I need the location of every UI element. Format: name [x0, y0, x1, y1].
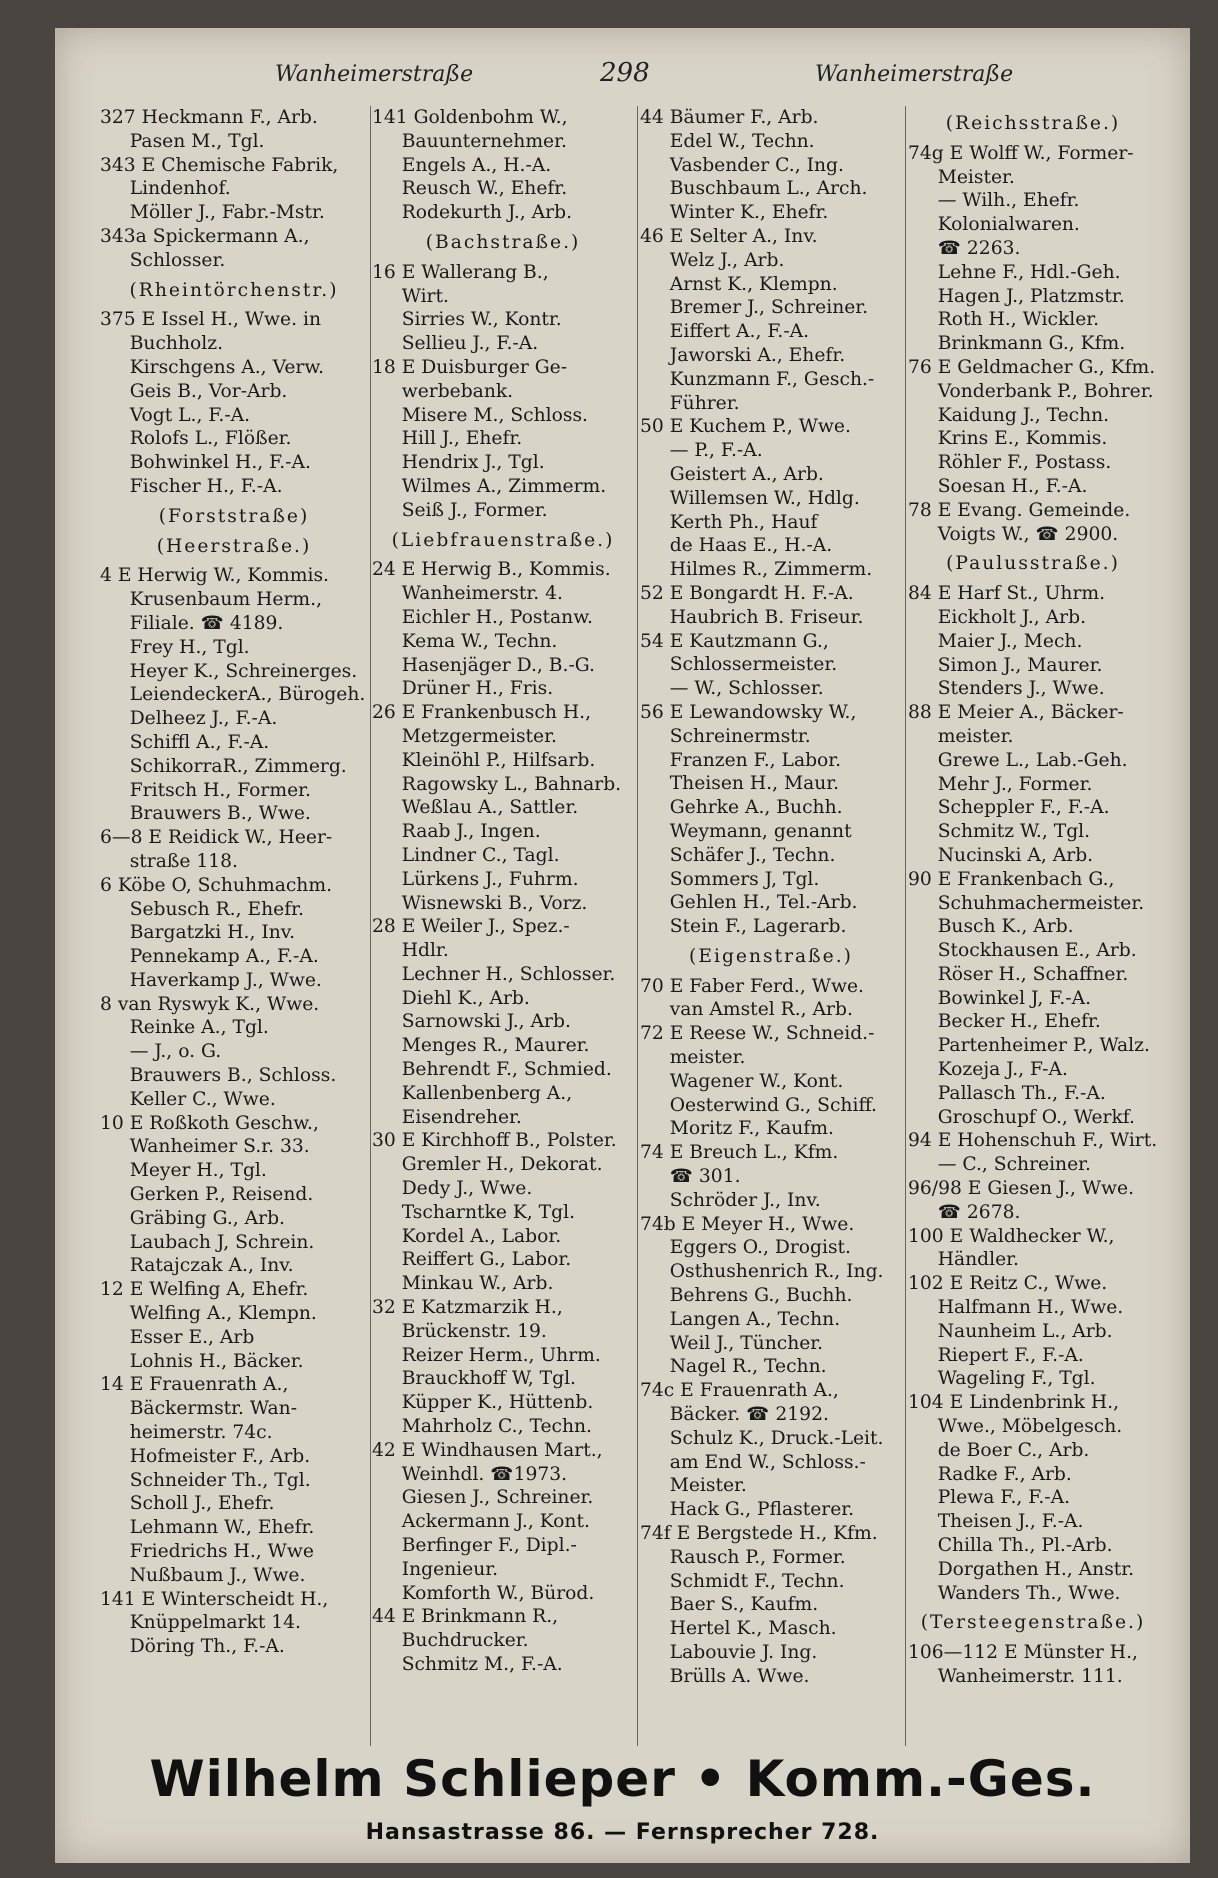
- directory-entry: 90 E Frankenbach G.,: [908, 868, 1115, 890]
- directory-entry: Minkau W., Arb.: [372, 1273, 554, 1295]
- directory-entry: Kaidung J., Techn.: [908, 404, 1110, 426]
- directory-entry: LeiendeckerA., Bürogeh.: [100, 684, 366, 706]
- directory-entry: Weil J., Tüncher.: [640, 1332, 824, 1354]
- directory-entry: Willemsen W., Hdlg.: [640, 487, 860, 509]
- directory-entry: 42 E Windhausen Mart.,: [372, 1439, 603, 1461]
- directory-entry: Riepert F., F.-A.: [908, 1344, 1084, 1366]
- directory-entry: Gerken P., Reisend.: [100, 1184, 314, 1206]
- directory-entry: Schuhmachermeister.: [908, 892, 1145, 914]
- directory-entry: Friedrichs H., Wwe: [100, 1541, 314, 1563]
- directory-entry: Reizer Herm., Uhrm.: [372, 1344, 601, 1366]
- directory-entry: Meyer H., Tgl.: [100, 1160, 267, 1182]
- directory-entry: Bremer J., Schreiner.: [640, 297, 869, 319]
- directory-entry: Geis B., Vor-Arb.: [100, 380, 288, 402]
- directory-entry: 44 E Brinkmann R.,: [372, 1606, 559, 1628]
- directory-entry: Lehmann W., Ehefr.: [100, 1517, 315, 1539]
- directory-entry: Schäfer J., Techn.: [640, 844, 836, 866]
- directory-entry: Rausch P., Former.: [640, 1546, 846, 1568]
- directory-entry: ☎ 2263.: [908, 237, 1021, 259]
- directory-entry: Eggers O., Drogist.: [640, 1237, 851, 1259]
- directory-entry: Laubach J, Schrein.: [100, 1231, 315, 1253]
- directory-entry: Fischer H., F.-A.: [100, 475, 283, 497]
- directory-entry: Hack G., Pflasterer.: [640, 1499, 855, 1521]
- directory-entry: Brückenstr. 19.: [372, 1320, 547, 1342]
- directory-entry: Brinkmann G., Kfm.: [908, 333, 1126, 355]
- directory-entry: Ratajczak A., Inv.: [100, 1255, 294, 1277]
- directory-entry: Wageling F., Tgl.: [908, 1368, 1096, 1390]
- directory-entry: Sarnowski J., Arb.: [372, 1011, 571, 1033]
- directory-entry: Drüner H., Fris.: [372, 678, 554, 700]
- directory-entry: Bowinkel J, F.-A.: [908, 987, 1092, 1009]
- directory-entry: Eickholt J., Arb.: [908, 606, 1087, 628]
- directory-entry: Lechner H., Schlosser.: [372, 963, 616, 985]
- directory-entry: Raab J., Ingen.: [372, 821, 541, 843]
- directory-entry: Welfing A., Klempn.: [100, 1303, 317, 1325]
- directory-entry: 106—112 E Münster H.,: [908, 1642, 1138, 1664]
- directory-entry: 104 E Lindenbrink H.,: [908, 1392, 1120, 1414]
- directory-entry: Brauwers B., Wwe.: [100, 803, 311, 825]
- directory-entry: Brauckhoff W, Tgl.: [372, 1368, 576, 1390]
- directory-entry: Kerth Ph., Hauf: [640, 511, 818, 533]
- directory-entry: Scholl J., Ehefr.: [100, 1493, 275, 1515]
- directory-entry: ☎ 2678.: [908, 1201, 1021, 1223]
- directory-entry: Fritsch H., Former.: [100, 779, 311, 801]
- directory-entry: Schmitz W., Tgl.: [908, 821, 1091, 843]
- directory-entry: Metzgermeister.: [372, 725, 557, 747]
- directory-entry: Lürkens J., Fuhrm.: [372, 868, 579, 890]
- directory-entry: Kunzmann F., Gesch.-: [640, 368, 875, 390]
- directory-entry: Reiffert G., Labor.: [372, 1249, 572, 1271]
- directory-entry: Buschbaum L., Arch.: [640, 178, 868, 200]
- directory-entry: Stein F., Lagerarb.: [640, 916, 847, 938]
- directory-entry: Wisnewski B., Vorz.: [372, 892, 588, 914]
- directory-entry: Radke F., Arb.: [908, 1463, 1072, 1485]
- directory-entry: Sellieu J., F.-A.: [372, 333, 539, 355]
- directory-entry: Hertel K., Masch.: [640, 1618, 837, 1640]
- directory-entry: 8 van Ryswyk K., Wwe.: [100, 993, 320, 1015]
- directory-entry: — P., F.-A.: [640, 440, 763, 462]
- directory-entry: Kordel A., Labor.: [372, 1225, 562, 1247]
- directory-entry: Lehne F., Hdl.-Geh.: [908, 261, 1121, 283]
- directory-entry: Roth H., Wickler.: [908, 309, 1100, 331]
- directory-entry: 50 E Kuchem P., Wwe.: [640, 416, 851, 438]
- column-divider: [637, 106, 638, 1746]
- directory-entry: Schiffl A., F.-A.: [100, 731, 270, 753]
- directory-entry: Wagener W., Kont.: [640, 1070, 844, 1092]
- directory-entry: Schmitz M., F.-A.: [372, 1654, 563, 1675]
- directory-entry: Dorgathen H., Anstr.: [908, 1558, 1135, 1580]
- directory-entry: 56 E Lewandowsky W.,: [640, 701, 857, 723]
- directory-entry: Wanders Th., Wwe.: [908, 1582, 1121, 1604]
- directory-entry: werbebank.: [372, 380, 514, 402]
- directory-entry: 375 E Issel H., Wwe. in: [100, 309, 322, 331]
- directory-columns: [100, 106, 1158, 1746]
- directory-entry: Hdlr.: [372, 940, 449, 962]
- directory-entry: 74b E Meyer H., Wwe.: [640, 1213, 855, 1235]
- directory-entry: Lohnis H., Bäcker.: [100, 1350, 304, 1372]
- directory-entry: Oesterwind G., Schiff.: [640, 1094, 877, 1116]
- directory-entry: Schlossermeister.: [640, 654, 838, 676]
- directory-entry: Küpper K., Hüttenb.: [372, 1392, 594, 1414]
- directory-entry: Ingenieur.: [372, 1558, 499, 1580]
- directory-entry: Pallasch Th., F.-A.: [908, 1082, 1106, 1104]
- directory-entry: Filiale. ☎ 4189.: [100, 612, 284, 634]
- directory-entry: Nagel R., Techn.: [640, 1356, 827, 1378]
- directory-entry: 70 E Faber Ferd., Wwe.: [640, 975, 864, 997]
- directory-entry: Hofmeister F., Arb.: [100, 1445, 311, 1467]
- directory-entry: ☎ 301.: [640, 1166, 741, 1188]
- directory-entry: 16 E Wallerang B.,: [372, 261, 549, 283]
- advert-address: Hansastrasse 86. — Fernsprecher 728.: [365, 1820, 880, 1845]
- directory-entry: de Boer C., Arb.: [908, 1439, 1090, 1461]
- directory-entry: Wanheimerstr. 4.: [372, 583, 563, 605]
- street-heading: (Heerstraße.): [156, 535, 312, 557]
- street-heading: (Forststraße): [158, 505, 310, 527]
- directory-entry: Vasbender C., Ing.: [640, 154, 844, 176]
- directory-entry: Lindenhof.: [100, 178, 231, 200]
- directory-entry: Mehr J., Former.: [908, 773, 1093, 795]
- directory-entry: Schreinermstr.: [640, 725, 811, 747]
- directory-entry: 28 E Weiler J., Spez.-: [372, 916, 570, 938]
- directory-entry: Partenheimer P., Walz.: [908, 1035, 1150, 1057]
- directory-entry: Buchholz.: [100, 333, 224, 355]
- directory-entry: Chilla Th., Pl.-Arb.: [908, 1535, 1113, 1557]
- directory-entry: Röser H., Schaffner.: [908, 963, 1129, 985]
- directory-entry: Dedy J., Wwe.: [372, 1178, 533, 1200]
- directory-entry: Langen A., Techn.: [640, 1308, 841, 1330]
- directory-entry: 46 E Selter A., Inv.: [640, 225, 818, 247]
- directory-entry: 100 E Waldhecker W.,: [908, 1225, 1115, 1247]
- directory-entry: Wilmes A., Zimmerm.: [372, 475, 607, 497]
- directory-entry: Bäcker. ☎ 2192.: [640, 1404, 829, 1426]
- directory-entry: Eichler H., Postanw.: [372, 606, 593, 628]
- directory-entry: 343 E Chemische Fabrik,: [100, 154, 339, 176]
- directory-entry: Eiffert A., F.-A.: [640, 321, 810, 343]
- directory-entry: 343a Spickermann A.,: [100, 225, 310, 247]
- directory-entry: Rodekurth J., Arb.: [372, 202, 573, 224]
- directory-entry: Döring Th., F.-A.: [100, 1636, 285, 1658]
- directory-entry: — J., o. G.: [100, 1041, 222, 1063]
- column-1: [100, 106, 368, 1746]
- directory-entry: Krins E., Kommis.: [908, 428, 1108, 450]
- directory-entry: Delheez J., F.-A.: [100, 708, 278, 730]
- directory-entry: Seiß J., Former.: [372, 499, 548, 521]
- directory-entry: Esser E., Arb: [100, 1326, 255, 1348]
- header-left-street: Wanheimerstraße: [275, 62, 474, 87]
- directory-entry: Welz J., Arb.: [640, 249, 785, 271]
- running-header: [55, 58, 1190, 98]
- directory-entry: Sirries W., Kontr.: [372, 309, 562, 331]
- directory-entry: heimerstr. 74c.: [100, 1422, 273, 1444]
- directory-entry: Nucinski A, Arb.: [908, 844, 1094, 866]
- directory-entry: Labouvie J. Ing.: [640, 1642, 818, 1663]
- directory-entry: Wirt.: [372, 285, 449, 307]
- directory-entry: Pennekamp A., F.-A.: [100, 946, 319, 968]
- directory-entry: 30 E Kirchhoff B., Polster.: [372, 1130, 617, 1152]
- street-heading: (Paulusstraße.): [946, 553, 1120, 575]
- directory-entry: Arnst K., Klempn.: [640, 273, 838, 295]
- directory-entry: Theisen J., F.-A.: [908, 1511, 1084, 1533]
- directory-entry: 12 E Welfing A, Ehefr.: [100, 1279, 309, 1301]
- directory-entry: 4 E Herwig W., Kommis.: [100, 565, 329, 587]
- directory-entry: Gremler H., Dekorat.: [372, 1154, 603, 1176]
- directory-entry: Sebusch R., Ehefr.: [100, 898, 304, 920]
- directory-entry: Maier J., Mech.: [908, 630, 1083, 652]
- directory-entry: Soesan H., F.-A.: [908, 475, 1088, 497]
- directory-entry: Edel W., Techn.: [640, 130, 815, 152]
- directory-entry: meister.: [640, 1047, 746, 1069]
- directory-entry: Weßlau A., Sattler.: [372, 797, 579, 819]
- directory-entry: 327 Heckmann F., Arb.: [100, 107, 318, 128]
- directory-entry: Reinke A., Tgl.: [100, 1017, 269, 1039]
- directory-entry: Vonderbank P., Bohrer.: [908, 380, 1154, 402]
- directory-entry: Händler.: [908, 1249, 1019, 1271]
- directory-entry: Eisendreher.: [372, 1106, 522, 1128]
- column-3: [640, 106, 902, 1746]
- directory-entry: Schlosser.: [100, 249, 226, 271]
- directory-entry: Plewa F., F.-A.: [908, 1487, 1071, 1509]
- directory-entry: Voigts W., ☎ 2900.: [908, 523, 1119, 545]
- directory-entry: 32 E Katzmarzik H.,: [372, 1297, 563, 1319]
- directory-entry: 76 E Geldmacher G., Kfm.: [908, 356, 1156, 378]
- directory-entry: 26 E Frankenbusch H.,: [372, 702, 592, 724]
- directory-entry: 74f E Bergstede H., Kfm.: [640, 1523, 878, 1545]
- directory-entry: Diehl K., Arb.: [372, 987, 530, 1009]
- directory-entry: Scheppler F., F.-A.: [908, 797, 1110, 819]
- directory-entry: Gehrke A., Buchh.: [640, 797, 843, 819]
- directory-entry: Kallenbenberg A.,: [372, 1082, 573, 1104]
- directory-entry: Behrendt F., Schmied.: [372, 1059, 612, 1081]
- street-heading: (Bachstraße.): [425, 231, 581, 253]
- directory-entry: Giesen J., Schreiner.: [372, 1487, 594, 1509]
- directory-entry: meister.: [908, 725, 1014, 747]
- directory-entry: Hasenjäger D., B.-G.: [372, 654, 595, 676]
- directory-entry: 14 E Frauenrath A.,: [100, 1374, 289, 1396]
- directory-entry: Ackermann J., Kont.: [372, 1511, 590, 1533]
- advert-company: Wilhelm Schlieper • Komm.-Ges.: [149, 1750, 1096, 1808]
- directory-entry: 18 E Duisburger Ge-: [372, 356, 568, 378]
- directory-entry: — Wilh., Ehefr.: [908, 190, 1080, 212]
- directory-entry: 74c E Frauenrath A.,: [640, 1380, 839, 1402]
- directory-entry: Kema W., Techn.: [372, 630, 558, 652]
- directory-entry: Meister.: [640, 1475, 747, 1497]
- directory-entry: Gehlen H., Tel.-Arb.: [640, 892, 858, 914]
- directory-entry: Haubrich B. Friseur.: [640, 606, 864, 628]
- directory-entry: Kozeja J., F-A.: [908, 1059, 1068, 1081]
- directory-entry: 44 Bäumer F., Arb.: [640, 107, 819, 128]
- directory-entry: Stockhausen E., Arb.: [908, 940, 1137, 962]
- directory-entry: Grewe L., Lab.-Geh.: [908, 749, 1128, 771]
- directory-entry: Kolonialwaren.: [908, 214, 1080, 236]
- directory-entry: Pasen M., Tgl.: [100, 130, 265, 152]
- directory-page: [55, 28, 1190, 1863]
- directory-entry: Baer S., Kaufm.: [640, 1594, 819, 1616]
- directory-entry: Simon J., Maurer.: [908, 654, 1103, 676]
- directory-entry: Halfmann H., Wwe.: [908, 1297, 1124, 1319]
- directory-entry: Röhler F., Postass.: [908, 452, 1112, 474]
- directory-entry: Lindner C., Tagl.: [372, 844, 560, 866]
- directory-entry: Weinhdl. ☎1973.: [372, 1463, 568, 1485]
- column-divider: [370, 106, 371, 1746]
- column-divider: [905, 106, 906, 1746]
- directory-entry: Keller C., Wwe.: [100, 1088, 276, 1110]
- directory-entry: Krusenbaum Herm.,: [100, 589, 323, 611]
- directory-entry: Hilmes R., Zimmerm.: [640, 559, 873, 581]
- directory-entry: Behrens G., Buchh.: [640, 1285, 853, 1307]
- directory-entry: Weymann, genannt: [640, 820, 852, 842]
- directory-entry: Busch K., Arb.: [908, 916, 1074, 938]
- directory-entry: 88 E Meier A., Bäcker-: [908, 702, 1124, 724]
- directory-entry: Hill J., Ehefr.: [372, 428, 523, 450]
- directory-entry: 52 E Bongardt H. F.-A.: [640, 582, 854, 604]
- directory-entry: 10 E Roßkoth Geschw.,: [100, 1112, 319, 1134]
- directory-entry: Becker H., Ehefr.: [908, 1011, 1101, 1033]
- directory-entry: van Amstel R., Arb.: [640, 999, 853, 1021]
- directory-entry: Komforth W., Bürod.: [372, 1582, 595, 1604]
- directory-entry: Franzen F., Labor.: [640, 749, 842, 771]
- directory-entry: Moritz F., Kaufm.: [640, 1118, 834, 1140]
- directory-entry: 78 E Evang. Gemeinde.: [908, 499, 1131, 521]
- directory-entry: 54 E Kautzmann G.,: [640, 630, 829, 652]
- directory-entry: Hendrix J., Tgl.: [372, 452, 545, 474]
- directory-entry: 96/98 E Giesen J., Wwe.: [908, 1178, 1135, 1200]
- directory-entry: Misere M., Schloss.: [372, 404, 589, 426]
- directory-entry: Knüppelmarkt 14.: [100, 1612, 301, 1634]
- directory-entry: Geistert A., Arb.: [640, 463, 824, 485]
- directory-entry: Bäckermstr. Wan-: [100, 1398, 298, 1420]
- directory-entry: Schmidt F., Techn.: [640, 1570, 845, 1592]
- directory-entry: Buchdrucker.: [372, 1630, 529, 1652]
- directory-entry: Naunheim L., Arb.: [908, 1320, 1113, 1342]
- directory-entry: Mahrholz C., Techn.: [372, 1416, 592, 1438]
- directory-entry: 141 Goldenbohm W.,: [372, 107, 568, 128]
- directory-entry: Rolofs L., Flößer.: [100, 428, 292, 450]
- directory-entry: 6 Köbe O, Schuhmachm.: [100, 874, 333, 896]
- directory-entry: Brülls A. Wwe.: [640, 1665, 810, 1687]
- directory-entry: straße 118.: [100, 850, 238, 872]
- directory-entry: — W., Schlosser.: [640, 678, 824, 700]
- directory-entry: 24 E Herwig B., Kommis.: [372, 559, 611, 581]
- street-heading: (Reichsstraße.): [945, 113, 1121, 134]
- directory-entry: Kirschgens A., Verw.: [100, 356, 325, 378]
- directory-entry: Berfinger F., Dipl.-: [372, 1535, 577, 1557]
- street-heading: (Tersteegenstraße.): [920, 1612, 1146, 1634]
- directory-entry: Meister.: [908, 166, 1015, 188]
- directory-entry: Vogt L., F.-A.: [100, 404, 251, 426]
- directory-entry: Wanheimerstr. 111.: [908, 1666, 1123, 1687]
- directory-entry: Engels A., H.-A.: [372, 154, 552, 176]
- directory-entry: Hagen J., Platzmstr.: [908, 285, 1125, 307]
- directory-entry: Theisen H., Maur.: [640, 773, 840, 795]
- directory-entry: Reusch W., Ehefr.: [372, 178, 568, 200]
- directory-entry: Kleinöhl P., Hilfsarb.: [372, 749, 596, 771]
- directory-entry: de Haas E., H.-A.: [640, 535, 833, 557]
- directory-entry: Frey H., Tgl.: [100, 636, 250, 658]
- page-number: 298: [600, 58, 650, 88]
- directory-entry: SchikorraR., Zimmerg.: [100, 755, 347, 777]
- header-right-street: Wanheimerstraße: [815, 62, 1014, 87]
- directory-entry: Osthushenrich R., Ing.: [640, 1261, 884, 1283]
- directory-entry: 74g E Wolff W., Former-: [908, 142, 1134, 164]
- directory-entry: — C., Schreiner.: [908, 1154, 1091, 1176]
- directory-entry: Möller J., Fabr.-Mstr.: [100, 202, 325, 224]
- directory-entry: 102 E Reitz C., Wwe.: [908, 1273, 1108, 1295]
- directory-entry: Bohwinkel H., F.-A.: [100, 452, 311, 474]
- directory-entry: Wanheimer S.r. 33.: [100, 1136, 310, 1158]
- directory-entry: 72 E Reese W., Schneid.-: [640, 1023, 875, 1045]
- directory-entry: Schröder J., Inv.: [640, 1189, 821, 1211]
- directory-entry: Haverkamp J., Wwe.: [100, 969, 322, 991]
- directory-entry: 141 E Winterscheidt H.,: [100, 1588, 329, 1610]
- column-2: [372, 106, 634, 1746]
- directory-entry: Heyer K., Schreinerges.: [100, 660, 358, 682]
- directory-entry: Bauunternehmer.: [372, 130, 567, 152]
- street-heading: (Rheintörchenstr.): [129, 279, 339, 301]
- directory-entry: Bargatzki H., Inv.: [100, 922, 296, 944]
- directory-entry: 74 E Breuch L., Kfm.: [640, 1142, 839, 1164]
- directory-entry: Jaworski A., Ehefr.: [640, 344, 846, 366]
- column-4: [908, 106, 1158, 1746]
- street-heading: (Eigenstraße.): [689, 945, 853, 967]
- directory-entry: 94 E Hohenschuh F., Wirt.: [908, 1130, 1158, 1152]
- directory-entry: Führer.: [640, 392, 740, 414]
- directory-entry: Winter K., Ehefr.: [640, 202, 829, 224]
- directory-entry: 84 E Harf St., Uhrm.: [908, 583, 1106, 605]
- directory-entry: Ragowsky L., Bahnarb.: [372, 773, 622, 795]
- directory-entry: Schulz K., Druck.-Leit.: [640, 1427, 884, 1449]
- directory-entry: am End W., Schloss.-: [640, 1451, 866, 1473]
- directory-entry: Brauwers B., Schloss.: [100, 1065, 337, 1087]
- street-heading: (Liebfrauenstraße.): [391, 529, 615, 551]
- directory-entry: Wwe., Möbelgesch.: [908, 1416, 1123, 1438]
- directory-entry: Sommers J, Tgl.: [640, 868, 820, 890]
- directory-entry: 6—8 E Reidick W., Heer-: [100, 827, 333, 849]
- directory-entry: Nußbaum J., Wwe.: [100, 1564, 306, 1586]
- directory-entry: Stenders J., Wwe.: [908, 678, 1105, 700]
- directory-entry: Menges R., Maurer.: [372, 1035, 590, 1057]
- directory-entry: Gräbing G., Arb.: [100, 1207, 285, 1229]
- directory-entry: Tscharntke K, Tgl.: [372, 1201, 576, 1223]
- directory-entry: Schneider Th., Tgl.: [100, 1469, 311, 1491]
- directory-entry: Groschupf O., Werkf.: [908, 1106, 1135, 1128]
